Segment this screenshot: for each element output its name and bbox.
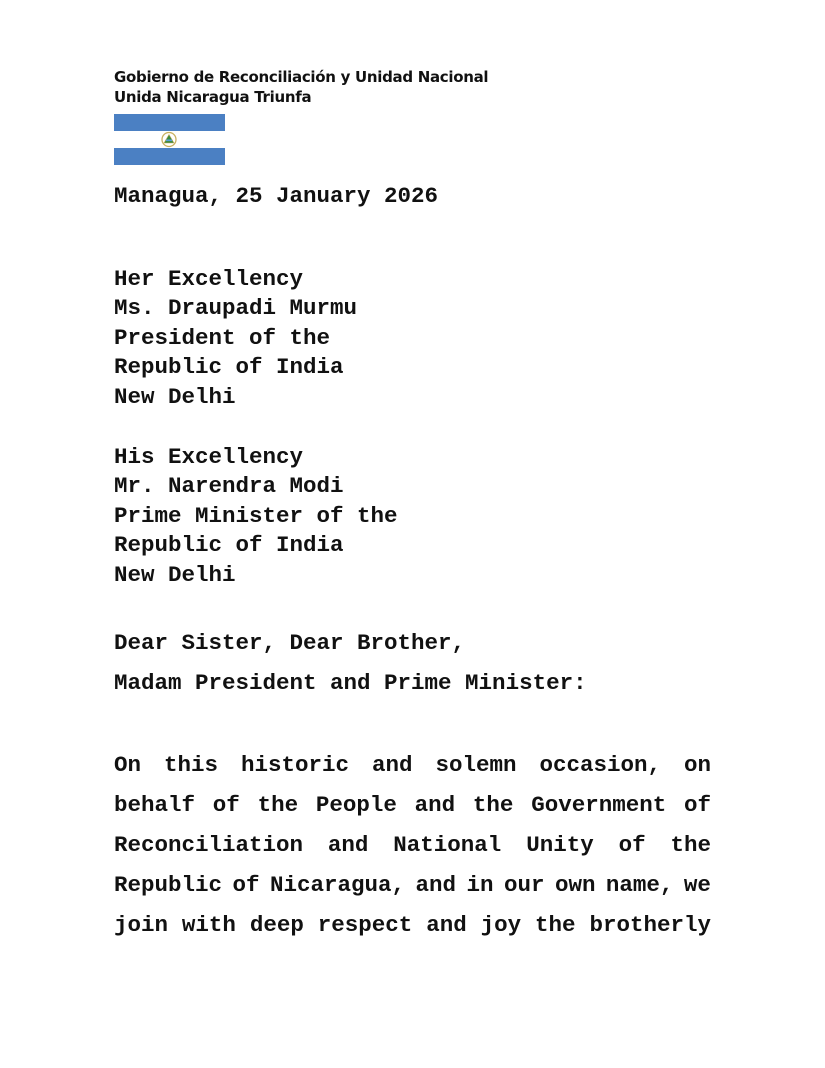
coat-of-arms-icon (160, 131, 178, 148)
word: of (232, 872, 260, 898)
body-line-words (114, 785, 711, 825)
word: brotherly (589, 912, 711, 938)
word: solemn (435, 752, 517, 778)
word: Reconciliation (114, 832, 304, 858)
word: the (535, 912, 576, 938)
salutation-line-2: Madam President and Prime Minister: (114, 670, 587, 696)
word: own (554, 872, 596, 898)
letterhead-motto: Unida Nicaragua Triunfa (114, 88, 312, 106)
recipient-name: Mr. Narendra Modi (114, 473, 344, 499)
word: of (618, 832, 646, 858)
word: and (414, 792, 456, 818)
word: historic (240, 752, 349, 778)
word: Republic (114, 872, 223, 898)
body-line (114, 825, 711, 865)
word: of (683, 792, 711, 818)
word: occasion, (539, 752, 661, 778)
word: join (114, 912, 169, 938)
recipient-country: Republic of India (114, 532, 344, 558)
word: Nicaragua, (269, 872, 406, 898)
word: and (426, 912, 467, 938)
salutation-line-1: Dear Sister, Dear Brother, (114, 630, 466, 656)
word: respect (317, 912, 413, 938)
recipient-title: His Excellency (114, 444, 304, 470)
word: and (327, 832, 369, 858)
word: the (670, 832, 711, 858)
body-line (114, 905, 711, 945)
recipient-office: Prime Minister of the (114, 503, 398, 529)
recipient-name: Ms. Draupadi Murmu (114, 295, 358, 321)
word: on (683, 752, 711, 778)
word: behalf (114, 792, 196, 818)
date-line: Managua, 25 January 2026 (114, 183, 439, 209)
body-paragraph (114, 745, 711, 945)
word: Unity (526, 832, 594, 858)
word: National (393, 832, 502, 858)
recipient-country: Republic of India (114, 354, 344, 380)
word: this (163, 752, 218, 778)
word: the (472, 792, 514, 818)
recipient-office: President of the (114, 325, 331, 351)
word: of (212, 792, 240, 818)
word: joy (480, 912, 522, 938)
body-line (114, 865, 711, 905)
word: and (415, 872, 456, 898)
recipient-title: Her Excellency (114, 266, 304, 292)
word: and (371, 752, 413, 778)
word: in (466, 872, 494, 898)
body-line-words (114, 865, 711, 905)
word: name, (605, 872, 674, 898)
word: People (315, 792, 397, 818)
body-line-words (114, 825, 711, 865)
body-line-words (114, 905, 711, 945)
flag-top-band (114, 114, 225, 131)
body-line-words (114, 745, 711, 785)
word: deep (249, 912, 304, 938)
word: with (181, 912, 236, 938)
body-line (114, 745, 711, 785)
recipient-city: New Delhi (114, 384, 236, 410)
word: our (503, 872, 545, 898)
nicaragua-flag-icon (114, 114, 225, 165)
letterhead-government-name: Gobierno de Reconciliación y Unidad Nacional (114, 68, 489, 86)
body-line (114, 785, 711, 825)
word: Government (531, 792, 667, 818)
word: we (683, 872, 711, 898)
word: On (114, 752, 142, 778)
flag-bottom-band (114, 148, 225, 165)
word: the (257, 792, 299, 818)
recipient-city: New Delhi (114, 562, 236, 588)
